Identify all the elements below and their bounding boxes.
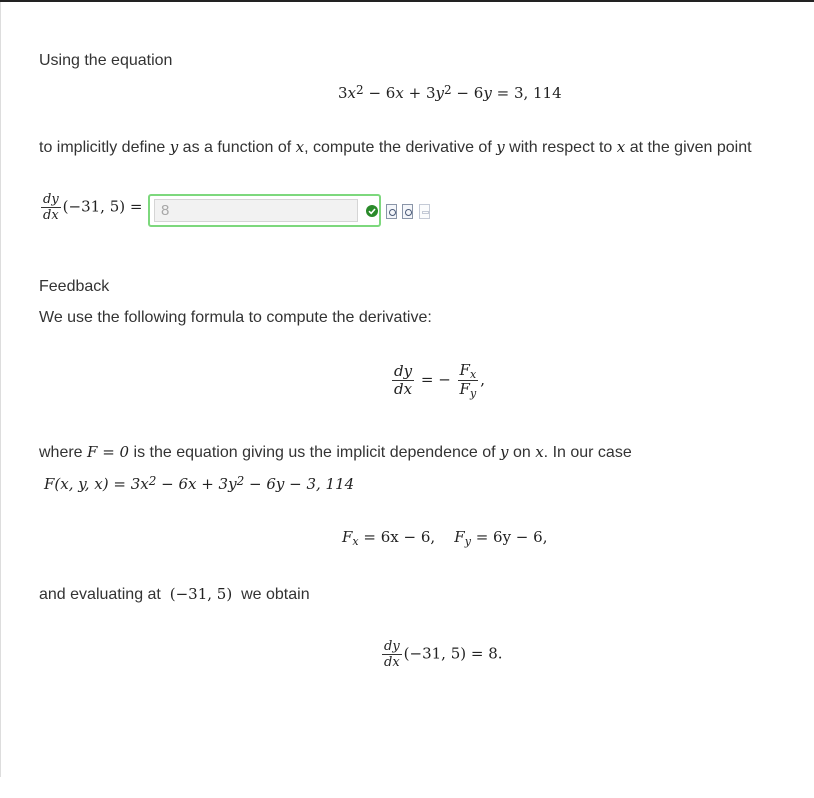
preview-icon[interactable] xyxy=(386,204,397,219)
preview-alt-icon[interactable] xyxy=(402,204,413,219)
check-icon xyxy=(366,205,378,217)
feedback-partials: $F_x = 6x - 6$, $F_y = 6y - 6$, xyxy=(342,528,548,548)
instruction-text: to implicitly define y as a function of x, compute the derivative of y with respect to x at the given point xyxy=(39,138,752,156)
feedback-F-definition: F(x, y, $x) = 3x^2 - 6x + 3y^2 - 6y - 3$, 114 xyxy=(44,474,355,493)
answer-input[interactable] xyxy=(154,199,358,222)
feedback-line1: We use the following formula to compute the derivative: xyxy=(39,309,432,326)
feedback-where: where F = 0 is the equation giving us the implicit dependence of y on x. In our case xyxy=(39,443,632,461)
feedback-result: $\frac{dy}{dx}$ (−31, 5) = 8. xyxy=(384,639,503,670)
feedback-eval: and evaluating at (−31, 5) we obtain xyxy=(39,585,310,603)
answer-field-container xyxy=(148,194,381,227)
feedback-title: Feedback xyxy=(39,278,110,295)
left-border xyxy=(0,2,1,777)
answer-label: $\frac{dy}{dx}$ (−31, 5) = xyxy=(43,192,143,223)
top-border xyxy=(0,0,814,2)
intro-text: Using the equation xyxy=(39,52,173,69)
main-equation: $3x^2 - 6x + 3y^2 - 6y = 3$, 114 xyxy=(338,83,562,102)
feedback-formula: $\frac{dy}{dx}$ = − $\frac{F_x}{F_y}$ , xyxy=(394,361,485,400)
help-icon[interactable] xyxy=(419,204,430,219)
derivative-fraction: $\frac{dy}{dx}$ xyxy=(43,192,59,223)
